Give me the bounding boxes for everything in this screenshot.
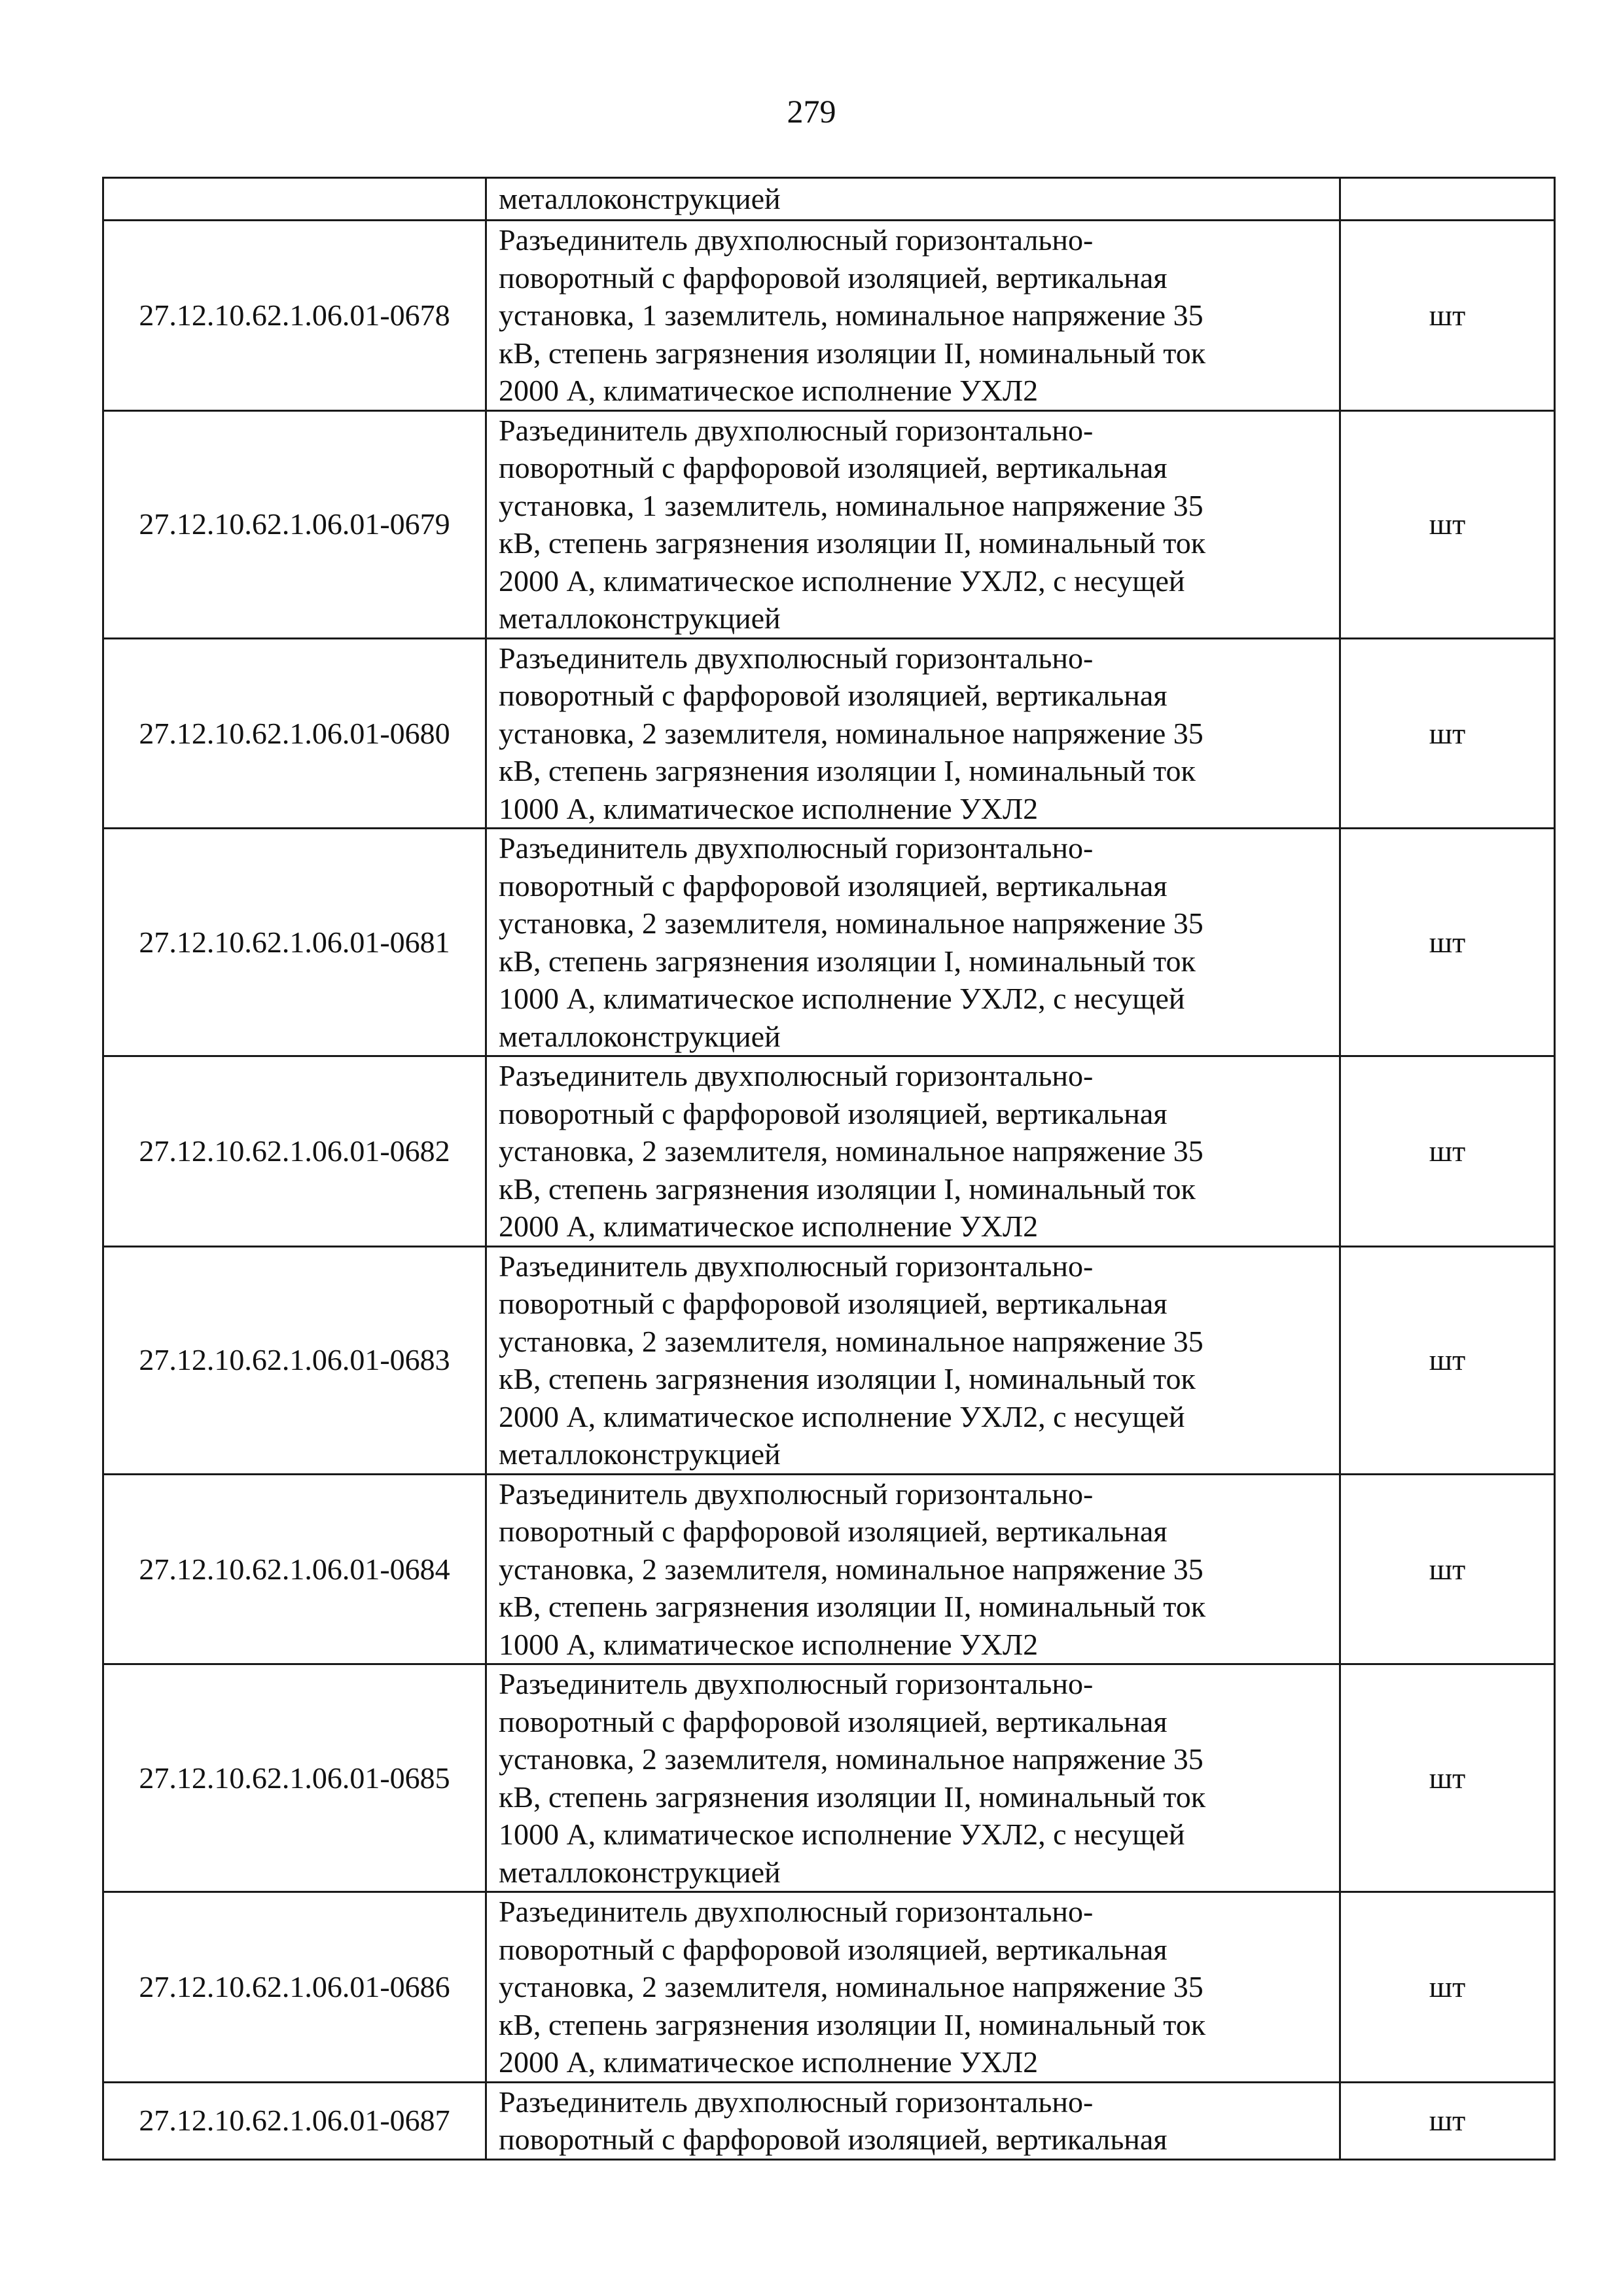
description-line: поворотный с фарфоровой изоляцией, вертикальная [499, 2123, 1168, 2156]
code-cell: 27.12.10.62.1.06.01-0683 [103, 1246, 486, 1474]
description-line: кВ, степень загрязнения изоляции II, номинальный ток [499, 336, 1206, 370]
catalog-table-body [103, 178, 1555, 2160]
page-number: 279 [787, 93, 836, 130]
description-cell [486, 410, 1340, 638]
description-line: Разъединитель двухполюсный горизонтально- [499, 1895, 1094, 1928]
code-cell: 27.12.10.62.1.06.01-0684 [103, 1474, 486, 1664]
unit-cell: шт [1340, 1664, 1555, 1892]
unit-cell: шт [1340, 829, 1555, 1056]
description-line: установка, 1 заземлитель, номинальное напряжение 35 [499, 488, 1204, 522]
description-cell [486, 1892, 1340, 2083]
code-cell: 27.12.10.62.1.06.01-0686 [103, 1892, 486, 2083]
description-line: металлоконструкцией [499, 182, 781, 216]
table-row [103, 1892, 1555, 2083]
description-line: поворотный с фарфоровой изоляцией, вертикальная [499, 1932, 1168, 1966]
unit-cell: шт [1340, 410, 1555, 638]
description-line: установка, 2 заземлителя, номинальное напряжение 35 [499, 1552, 1204, 1586]
description-line: Разъединитель двухполюсный горизонтально- [499, 1249, 1094, 1283]
table-row [103, 2082, 1555, 2159]
description-cell [486, 638, 1340, 829]
code-cell: 27.12.10.62.1.06.01-0679 [103, 410, 486, 638]
description-cell [486, 2082, 1340, 2159]
description-line: кВ, степень загрязнения изоляции II, номинальный ток [499, 526, 1206, 560]
description-line: установка, 2 заземлителя, номинальное напряжение 35 [499, 716, 1204, 750]
continuation-row [103, 178, 1555, 221]
description-line: 2000 А, климатическое исполнение УХЛ2 [499, 1210, 1039, 1243]
description-line: металлоконструкцией [499, 1855, 781, 1889]
table-row [103, 1056, 1555, 1247]
code-cell [103, 178, 486, 221]
description-line: кВ, степень загрязнения изоляции I, номинальный ток [499, 754, 1196, 787]
description-line: кВ, степень загрязнения изоляции I, номинальный ток [499, 1172, 1196, 1206]
description-line: установка, 2 заземлителя, номинальное напряжение 35 [499, 906, 1204, 940]
description-line: 2000 А, климатическое исполнение УХЛ2 [499, 2045, 1039, 2079]
description-line: Разъединитель двухполюсный горизонтально- [499, 831, 1094, 865]
description-line: 1000 А, климатическое исполнение УХЛ2 [499, 1627, 1039, 1661]
unit-cell: шт [1340, 1056, 1555, 1247]
description-line: металлоконструкцией [499, 1019, 781, 1053]
description-cell [486, 829, 1340, 1056]
unit-cell: шт [1340, 221, 1555, 411]
description-line: 1000 А, климатическое исполнение УХЛ2, с несущей [499, 982, 1185, 1015]
description-line: кВ, степень загрязнения изоляции II, номинальный ток [499, 1590, 1206, 1623]
catalog-table [102, 177, 1556, 2161]
description-line: металлоконструкцией [499, 1437, 781, 1471]
code-cell: 27.12.10.62.1.06.01-0682 [103, 1056, 486, 1247]
description-line: поворотный с фарфоровой изоляцией, вертикальная [499, 679, 1168, 712]
description-line: Разъединитель двухполюсный горизонтально- [499, 413, 1094, 447]
description-line: кВ, степень загрязнения изоляции II, номинальный ток [499, 1780, 1206, 1814]
description-cell [486, 178, 1340, 221]
table-row [103, 638, 1555, 829]
description-line: установка, 2 заземлителя, номинальное напряжение 35 [499, 1324, 1204, 1358]
description-cell [486, 1056, 1340, 1247]
description-line: Разъединитель двухполюсный горизонтально- [499, 1667, 1094, 1700]
unit-cell [1340, 178, 1555, 221]
unit-cell: шт [1340, 638, 1555, 829]
description-line: поворотный с фарфоровой изоляцией, вертикальная [499, 260, 1168, 295]
description-line: поворотный с фарфоровой изоляцией, вертикальная [499, 451, 1168, 484]
description-cell [486, 1474, 1340, 1664]
description-line: Разъединитель двухполюсный горизонтально- [499, 641, 1094, 675]
unit-cell: шт [1340, 1474, 1555, 1664]
table-row [103, 1664, 1555, 1892]
description-line: поворотный с фарфоровой изоляцией, вертикальная [499, 869, 1168, 903]
unit-cell: шт [1340, 1892, 1555, 2083]
description-line: Разъединитель двухполюсный горизонтально- [499, 1059, 1094, 1092]
description-line: 2000 А, климатическое исполнение УХЛ2 [499, 374, 1039, 407]
description-line: Разъединитель двухполюсный горизонтально- [499, 1477, 1094, 1511]
description-line: кВ, степень загрязнения изоляции I, номинальный ток [499, 944, 1196, 978]
description-line: поворотный с фарфоровой изоляцией, вертикальная [499, 1287, 1168, 1320]
description-line: установка, 2 заземлителя, номинальное напряжение 35 [499, 1970, 1204, 2003]
description-cell [486, 1246, 1340, 1474]
table-row [103, 1246, 1555, 1474]
description-line: металлоконструкцией [499, 601, 781, 635]
table-row [103, 410, 1555, 638]
description-line: 2000 А, климатическое исполнение УХЛ2, с несущей [499, 1399, 1185, 1433]
description-line: 1000 А, климатическое исполнение УХЛ2 [499, 791, 1039, 825]
description-line: Разъединитель двухполюсный горизонтально- [499, 2085, 1094, 2119]
description-line: кВ, степень загрязнения изоляции II, номинальный ток [499, 2007, 1206, 2041]
table-row [103, 221, 1555, 411]
unit-cell: шт [1340, 1246, 1555, 1474]
table-row [103, 1474, 1555, 1664]
description-line: поворотный с фарфоровой изоляцией, вертикальная [499, 1096, 1168, 1130]
description-line: кВ, степень загрязнения изоляции I, номинальный ток [499, 1362, 1196, 1395]
description-line: 1000 А, климатическое исполнение УХЛ2, с несущей [499, 1818, 1185, 1851]
code-cell: 27.12.10.62.1.06.01-0687 [103, 2082, 486, 2159]
description-line: 2000 А, климатическое исполнение УХЛ2, с несущей [499, 564, 1185, 598]
description-line: поворотный с фарфоровой изоляцией, вертикальная [499, 1515, 1168, 1548]
description-cell [486, 221, 1340, 411]
unit-cell: шт [1340, 2082, 1555, 2159]
description-cell [486, 1664, 1340, 1892]
code-cell: 27.12.10.62.1.06.01-0681 [103, 829, 486, 1056]
description-line: установка, 2 заземлителя, номинальное напряжение 35 [499, 1742, 1204, 1776]
description-line: установка, 1 заземлитель, номинальное напряжение 35 [499, 298, 1204, 332]
code-cell: 27.12.10.62.1.06.01-0680 [103, 638, 486, 829]
description-line: поворотный с фарфоровой изоляцией, вертикальная [499, 1704, 1168, 1738]
code-cell: 27.12.10.62.1.06.01-0678 [103, 221, 486, 411]
description-line: установка, 2 заземлителя, номинальное напряжение 35 [499, 1134, 1204, 1168]
description-line: Разъединитель двухполюсный горизонтально- [499, 223, 1094, 257]
table-row [103, 829, 1555, 1056]
code-cell: 27.12.10.62.1.06.01-0685 [103, 1664, 486, 1892]
